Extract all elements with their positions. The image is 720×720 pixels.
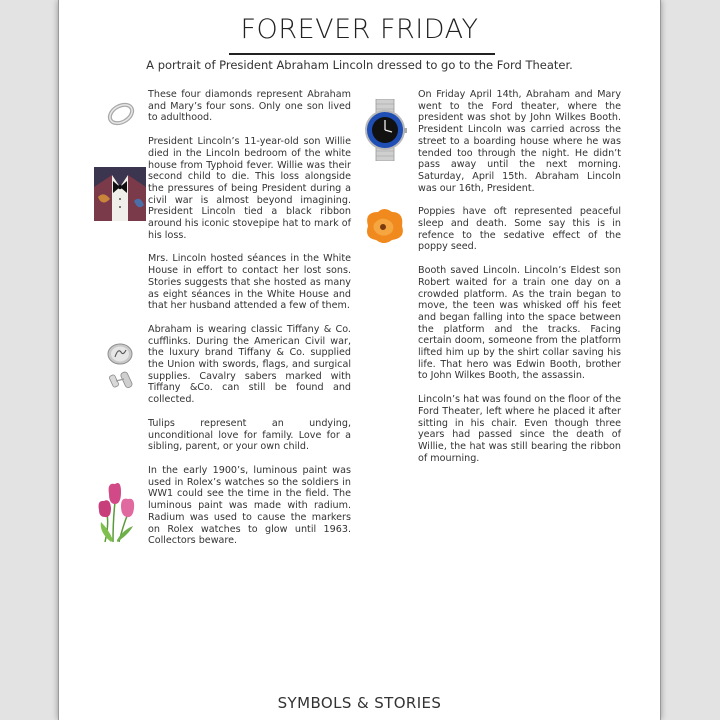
tulips-paragraph: Tulips represent an undying, unconditional love for family. Love for a sibling, parent, or your own child. xyxy=(148,417,351,453)
diamonds-paragraph: These four diamonds represent Abraham and Mary’s four sons. Only one son lived to adulthood. xyxy=(148,89,351,124)
poppies-paragraph: Poppies have oft represented peaceful sleep and death. Some say this is in refence to the sedative effect of the poppy seed. xyxy=(418,206,621,253)
cufflink-pair-icon xyxy=(107,369,135,393)
page-footer: SYMBOLS & STORIES xyxy=(277,694,442,712)
rolex-paragraph: In the early 1900’s, luminous paint was used in Rolex’s watches so the soldiers in WW1 could see the time in the field. The luminous paint was made with radium. Radium was used to cause the markers on Rolex watches to glow until 1963. Collectors beware. xyxy=(148,464,351,547)
booth-paragraph: Booth saved Lincoln. Lincoln’s Eldest son Robert waited for a train one day on a crowded platform. As the train began to move, the teen was whisked off his feet and began falling into the space between the platform and the tracks. Facing certain doom, someone from the platform lifted him up by the shirt collar saving his life. That hero was Edwin Booth, brother to John Wilkes Booth, the assassin. xyxy=(418,265,621,382)
document-page xyxy=(58,0,661,720)
cufflinks-paragraph: Abraham is wearing classic Tiffany & Co. cufflinks. During the American Civil war, the luxury brand Tiffany & Co. supplied the Union with swords, flags, and surgical supplies. Cavalry sabers marked with Tiffany &Co. can still be found and collected. xyxy=(148,323,351,406)
tulips-icon xyxy=(95,480,139,544)
hat-paragraph: Lincoln’s hat was found on the floor of the Ford Theater, left where he placed it after sitting in his chair. Even though three years had passed since the death of Willie, the hat was still bearing the ribbon of mourning. xyxy=(418,394,621,464)
ford-theater-paragraph: On Friday April 14th, Abraham and Mary went to the Ford theater, where the president was shot by John Wilkes Booth. President Lincoln was carried across the street to a boarding house where he was tended too through the night. He didn’t pass away until the next morning. Saturday, April 15th. Abraham Lincoln was our 16th, President. xyxy=(418,89,621,194)
rolex-watch-icon xyxy=(362,99,408,161)
seances-paragraph: Mrs. Lincoln hosted séances in the White House in effort to contact her lost sons. Stories suggests that she hosted as many as eight séances in the White House and that her husband attended a few of them. xyxy=(148,253,351,312)
tuxedo-portrait-icon xyxy=(94,167,146,221)
left-column xyxy=(148,89,351,547)
poppy-icon xyxy=(362,206,406,246)
diamond-ring-icon xyxy=(105,99,137,127)
title-underline xyxy=(229,53,495,55)
right-column xyxy=(418,89,621,464)
willie-paragraph: President Lincoln’s 11-year-old son Willie died in the Lincoln bedroom of the white house from Typhoid fever. Willie was their second child to die. This loss alongside the pressures of being President during a civil war is almost beyond imagining. President Lincoln tied a black ribbon around his iconic stovepipe hat to mark of his loss. xyxy=(148,136,351,241)
cufflink-icon xyxy=(106,342,134,366)
page-subtitle: A portrait of President Abraham Lincoln dressed to go to the Ford Theater. xyxy=(146,58,573,72)
page-title: FOREVER FRIDAY xyxy=(240,14,479,45)
